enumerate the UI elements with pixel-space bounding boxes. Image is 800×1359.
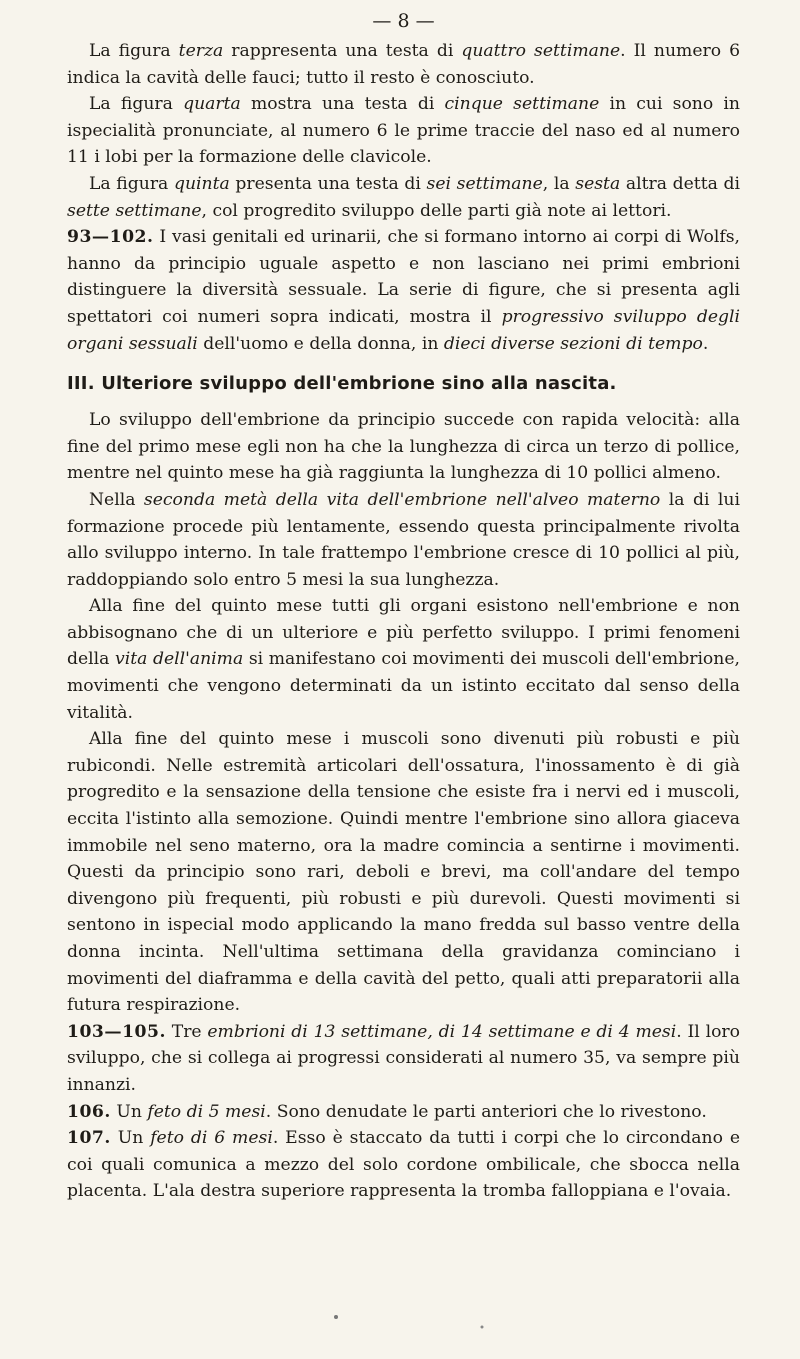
figure-number: 103—105. bbox=[67, 1021, 166, 1042]
paragraph-figure-five-six: La figura quinta presenta una testa di sei settimane, la sesta altra detta di sette settimane, col progredito sviluppo delle parti già note ai lettori. bbox=[67, 173, 740, 221]
emphasis: quinta bbox=[173, 173, 230, 194]
paragraph-figure-four: La figura quarta mostra una testa di cinque settimane in cui sono in ispecialità pronunciate, al numero 6 le prime traccie del naso ed al numero 11 i lobi per la formazione delle clavicole. bbox=[67, 94, 740, 168]
page-number: — 8 — bbox=[372, 10, 435, 32]
section-heading: III. Ulteriore sviluppo dell'embrione sino alla nascita. bbox=[67, 373, 617, 395]
figure-number: 93—102. bbox=[67, 227, 154, 248]
emphasis: seconda metà della vita dell'embrione nell'alveo materno bbox=[143, 489, 661, 510]
emphasis: feto di 5 mesi bbox=[147, 1101, 266, 1122]
emphasis: sesta bbox=[575, 173, 621, 194]
paragraph-muscles-movements: Alla fine del quinto mese i muscoli sono divenuti più robusti e più rubicondi. Nelle estremità articolari dell'ossatura, l'inossamento è di già progredito e la sensazione della tensione che esiste fra i nervi ed i muscoli, eccita l'istinto alla semozione. Quindi mentre l'embrione sino allora giaceva immobile nel seno materno, ora la madre comincia a sentirne i movimenti. Questi da principio sono rari, deboli e brevi, ma coll'andare del tempo divengono più frequenti, più robusti e più durevoli. Questi movimenti si sentono in ispecial modo applicando la mano fredda sul basso ventre della donna incinta. Nell'ultima settimana della gravidanza cominciano i movimenti del diaframma e della cavità del petto, quali atti preparatorii alla futura respirazione. bbox=[67, 729, 740, 1016]
emphasis: progressivo sviluppo degli organi sessuali bbox=[67, 306, 740, 354]
emphasis: feto di 6 mesi bbox=[150, 1128, 273, 1149]
emphasis: embrioni di 13 settimane, di 14 settimane e di 4 mesi bbox=[207, 1021, 677, 1042]
emphasis: sei settimane bbox=[426, 173, 543, 194]
emphasis: cinque settimane bbox=[444, 94, 600, 115]
emphasis: dieci diverse sezioni di tempo bbox=[443, 333, 703, 354]
paragraph-figure-three: La figura terza rappresenta una testa di quattro settimane. Il numero 6 indica la cavità delle fauci; tutto il resto è conosciuto. bbox=[67, 41, 741, 88]
paragraph-107: 107. Un feto di 6 mesi. Esso è staccato da tutti i corpi che lo circondano e coi quali comunica a mezzo del solo cordone ombilicale, che sbocca nella placenta. L'ala destra superiore rappresenta la tromba falloppiana e l'ovaia. bbox=[67, 1128, 741, 1202]
emphasis: quarta bbox=[183, 94, 241, 115]
paragraph-fifth-month-organs: Alla fine del quinto mese tutti gli organi esistono nell'embrione e non abbisognano che di un ulteriore e più perfetto sviluppo. I primi fenomeni della vita dell'anima si manifestano coi movimenti dei muscoli dell'embrione, movimenti che vengono determinati da un istinto eccitato dal senso della vitalità. bbox=[67, 596, 740, 723]
paragraph-103-105: 103—105. Tre embrioni di 13 settimane, di 14 settimane e di 4 mesi. Il loro sviluppo, che si collega ai progressi considerati al numero 35, va sempre più innanzi. bbox=[67, 1021, 740, 1095]
emphasis: sette settimane bbox=[67, 200, 202, 221]
emphasis: quattro settimane bbox=[461, 41, 621, 61]
paragraph-development-speed: Lo sviluppo dell'embrione da principio succede con rapida velocità: alla fine del primo mese egli non ha che la lunghezza di circa un terzo di pollice, mentre nel quinto mese ha già raggiunta la lunghezza di 10 pollici almeno. bbox=[67, 410, 740, 484]
paragraph-second-half: Nella seconda metà della vita dell'embrione nell'alveo materno la di lui formazione procede più lentamente, essendo questa principalmente rivolta allo sviluppo interno. In tale frattempo l'embrione cresce di 10 pollici al più, raddoppiando solo entro 5 mesi la sua lunghezza. bbox=[67, 489, 740, 590]
paragraph-93-102: 93—102. I vasi genitali ed urinarii, che si formano intorno ai corpi di Wolfs, hanno da principio uguale aspetto e non lasciano nei primi embrioni distinguere la diversità sessuale. La serie di figure, che si presenta agli spettatori coi numeri sopra indicati, mostra il progressivo sviluppo degli organi sessuali dell'uomo e della donna, in dieci diverse sezioni di tempo. bbox=[67, 227, 740, 354]
figure-number: 106. bbox=[67, 1101, 111, 1122]
ink-speck bbox=[334, 1315, 338, 1319]
emphasis: terza bbox=[178, 41, 224, 61]
ink-speck bbox=[481, 1326, 484, 1329]
paragraph-106: 106. Un feto di 5 mesi. Sono denudate le parti anteriori che lo rivestono. bbox=[67, 1101, 707, 1122]
emphasis: vita dell'anima bbox=[115, 649, 244, 670]
figure-number: 107. bbox=[67, 1128, 111, 1149]
